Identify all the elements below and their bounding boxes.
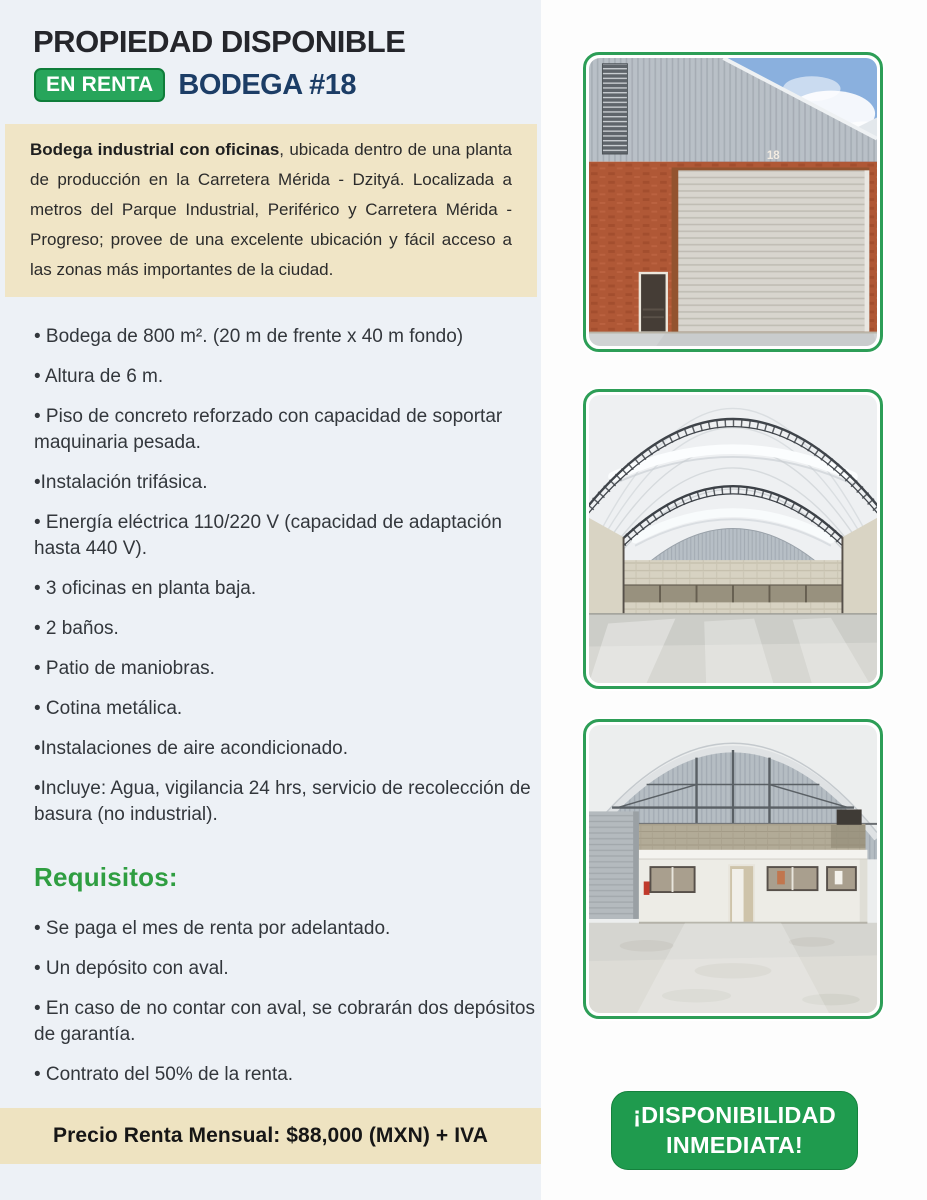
feature-item: •Instalaciones de aire acondicionado. [34, 738, 349, 759]
feature-item: •Instalación trifásica. [34, 472, 208, 493]
feature-item: •Incluye: Agua, vigilancia 24 hrs, servicio de recolección de basura (no industrial). [34, 778, 531, 825]
warehouse-exterior-illustration [589, 58, 877, 346]
features-list [34, 324, 536, 842]
feature-item: • 3 oficinas en planta baja. [34, 578, 257, 599]
requirement-item: • Contrato del 50% de la renta. [34, 1064, 294, 1085]
requirement-item: • Se paga el mes de renta por adelantado. [34, 918, 391, 939]
warehouse-offices-illustration [589, 725, 877, 1013]
availability-button[interactable] [611, 1091, 858, 1170]
feature-item: • Piso de concreto reforzado con capacidad de soportar maquinaria pesada. [34, 406, 503, 453]
price-bar: Precio Renta Mensual: $88,000 (MXN) + IVA [0, 1108, 541, 1164]
door-number-label: 18 [766, 149, 780, 162]
feature-item: • 2 baños. [34, 618, 119, 639]
requirements-heading: Requisitos: [34, 862, 178, 892]
requirement-item: • En caso de no contar con aval, se cobrarán dos depósitos de garantía. [34, 998, 535, 1045]
warehouse-interior-illustration [589, 395, 877, 683]
availability-line2: INMEDIATA! [666, 1131, 803, 1158]
description-lead: Bodega industrial con oficinas [30, 140, 280, 159]
availability-line1: ¡DISPONIBILIDAD [633, 1101, 836, 1128]
subtitle-row [34, 68, 356, 102]
en-renta-badge: EN RENTA [34, 68, 165, 102]
description-body: , ubicada dentro de una planta de producción en la Carretera Mérida - Dzityá. Localizada a metros del Parque Industrial, Periférico y Carretera Mérida - Progreso; provee de una excelente ubicación y fácil acceso a las zonas más importantes de la ciudad. [30, 140, 512, 279]
requirements-list [34, 916, 536, 1102]
page-title: PROPIEDAD DISPONIBLE [33, 24, 406, 59]
feature-item: • Altura de 6 m. [34, 366, 164, 387]
requirement-item: • Un depósito con aval. [34, 958, 229, 979]
feature-item: • Bodega de 800 m². (20 m de frente x 40 m fondo) [34, 326, 464, 347]
photo-warehouse-interior [583, 389, 883, 689]
photo-warehouse-exterior [583, 52, 883, 352]
photo-warehouse-offices [583, 719, 883, 1019]
feature-item: • Energía eléctrica 110/220 V (capacidad de adaptación hasta 440 V). [34, 512, 502, 559]
property-name: BODEGA #18 [178, 68, 357, 101]
description-box [5, 124, 537, 297]
feature-item: • Cotina metálica. [34, 698, 183, 719]
feature-item: • Patio de maniobras. [34, 658, 215, 679]
